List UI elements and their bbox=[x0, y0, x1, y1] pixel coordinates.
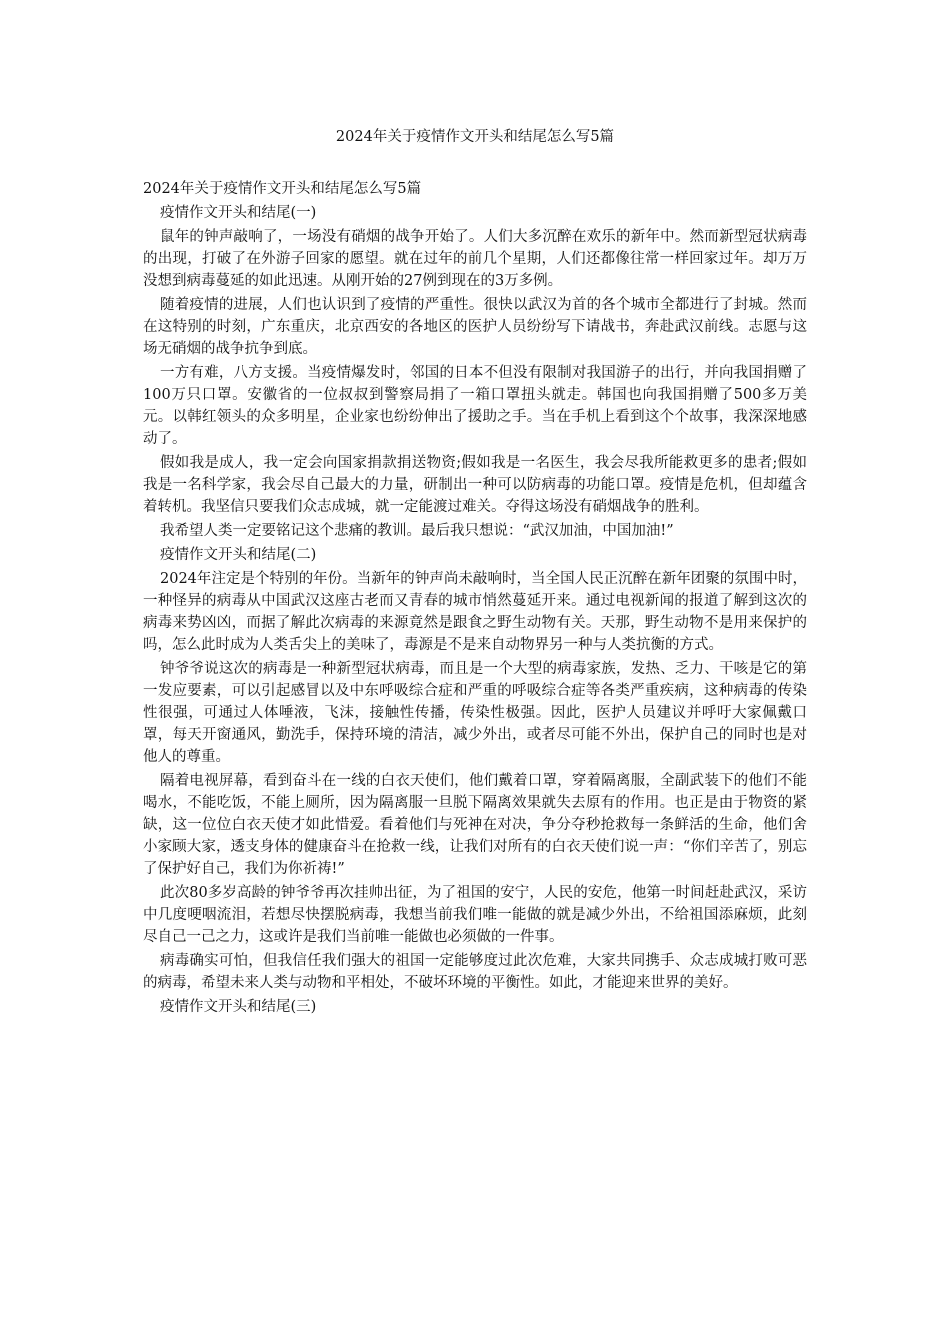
body-paragraph: 隔着电视屏幕，看到奋斗在一线的白衣天使们，他们戴着口罩，穿着隔离服，全副武装下的他们不能喝水，不能吃饭，不能上厕所，因为隔离服一旦脱下隔离效果就失去原有的作用。也正是由于物资的紧缺，这一位位白衣天使才如此惜爱。看着他们与死神在对决，争分夺秒抢救每一条鲜活的生命，他们舍小家顾大家，透支身体的健康奋斗在抢救一线，让我们对所有的白衣天使们说一声：“你们辛苦了，别忘了保护好自己，我们为你祈祷!” bbox=[143, 773, 807, 877]
section-heading-1: 疫情作文开头和结尾(一) bbox=[160, 205, 317, 221]
section-heading-3: 疫情作文开头和结尾(三) bbox=[160, 999, 317, 1015]
body-paragraph: 钟爷爷说这次的病毒是一种新型冠状病毒，而且是一个大型的病毒家族，发热、乏力、干咳是它的第一发应要素，可以引起感冒以及中东呼吸综合症和严重的呼吸综合症等各类严重疾病，这种病毒的传染性很强，可通过人体唾液，飞沫，接触性传播，传染性极强。因此，医护人员建议并呼吁大家佩戴口罩，每天开窗通风，勤洗手，保持环境的清洁，减少外出，或者尽可能不外出，保护自己的同时也是对他人的尊重。 bbox=[143, 661, 807, 765]
body-paragraph: 病毒确实可怕，但我信任我们强大的祖国一定能够度过此次危难，大家共同携手、众志成城打败可恶的病毒，希望未来人类与动物和平相处，不破坏环境的平衡性。如此，才能迎来世界的美好。 bbox=[143, 953, 807, 991]
page-title: 2024年关于疫情作文开头和结尾怎么写5篇 bbox=[335, 129, 615, 145]
body-paragraph: 我希望人类一定要铭记这个悲痛的教训。最后我只想说：“武汉加油，中国加油!” bbox=[160, 523, 674, 539]
body-paragraph: 随着疫情的进展，人们也认识到了疫情的严重性。很快以武汉为首的各个城市全都进行了封城。然而在这特别的时刻，广东重庆，北京西安的各地区的医护人员纷纷写下请战书，奔赴武汉前线。志愿与这场无硝烟的战争抗争到底。 bbox=[143, 297, 807, 357]
body-paragraph: 此次80多岁高龄的钟爷爷再次挂帅出征，为了祖国的安宁，人民的安危，他第一时间赶赴武汉，采访中几度哽咽流泪，若想尽快摆脱病毒，我想当前我们唯一能做的就是减少外出，不给祖国添麻烦，此刻尽自己一己之力，这或许是我们当前唯一能做也必须做的一件事。 bbox=[143, 885, 807, 945]
body-paragraph: 2024年注定是个特别的年份。当新年的钟声尚未敲响时，当全国人民正沉醉在新年团聚的氛围中时，一种怪异的病毒从中国武汉这座古老而又青春的城市悄然蔓延开来。通过电视新闻的报道了解到这次的病毒来势凶凶，而据了解此次病毒的来源竟然是跟食之野生动物有关。天那，野生动物不是用来保护的吗，怎么此时成为人类舌尖上的美味了，毒源是不是来自动物界另一种与人类抗衡的方式。 bbox=[143, 571, 807, 653]
document-body bbox=[143, 178, 807, 1020]
body-paragraph: 鼠年的钟声敲响了，一场没有硝烟的战争开始了。人们大多沉醉在欢乐的新年中。然而新型冠状病毒的出现，打破了在外游子回家的愿望。就在过年的前几个星期，人们还都像往常一样回家过年。却万万没想到病毒蔓延的如此迅速。从刚开始的27例到现在的3万多例。 bbox=[143, 229, 807, 289]
document-subtitle: 2024年关于疫情作文开头和结尾怎么写5篇 bbox=[143, 181, 422, 197]
section-heading-2: 疫情作文开头和结尾(二) bbox=[160, 547, 317, 563]
body-paragraph: 一方有难，八方支援。当疫情爆发时，邻国的日本不但没有限制对我国游子的出行，并向我国捐赠了100万只口罩。安徽省的一位叔叔到警察局捐了一箱口罩扭头就走。韩国也向我国捐赠了500多万美元。以韩红领头的众多明星，企业家也纷纷伸出了援助之手。当在手机上看到这个个故事，我深深地感动了。 bbox=[143, 365, 807, 447]
body-paragraph: 假如我是成人，我一定会向国家捐款捐送物资;假如我是一名医生，我会尽我所能救更多的患者;假如我是一名科学家，我会尽自己最大的力量，研制出一种可以防病毒的功能口罩。疫情是危机，但却蕴含着转机。我坚信只要我们众志成城，就一定能渡过难关。夺得这场没有硝烟战争的胜利。 bbox=[143, 455, 807, 515]
